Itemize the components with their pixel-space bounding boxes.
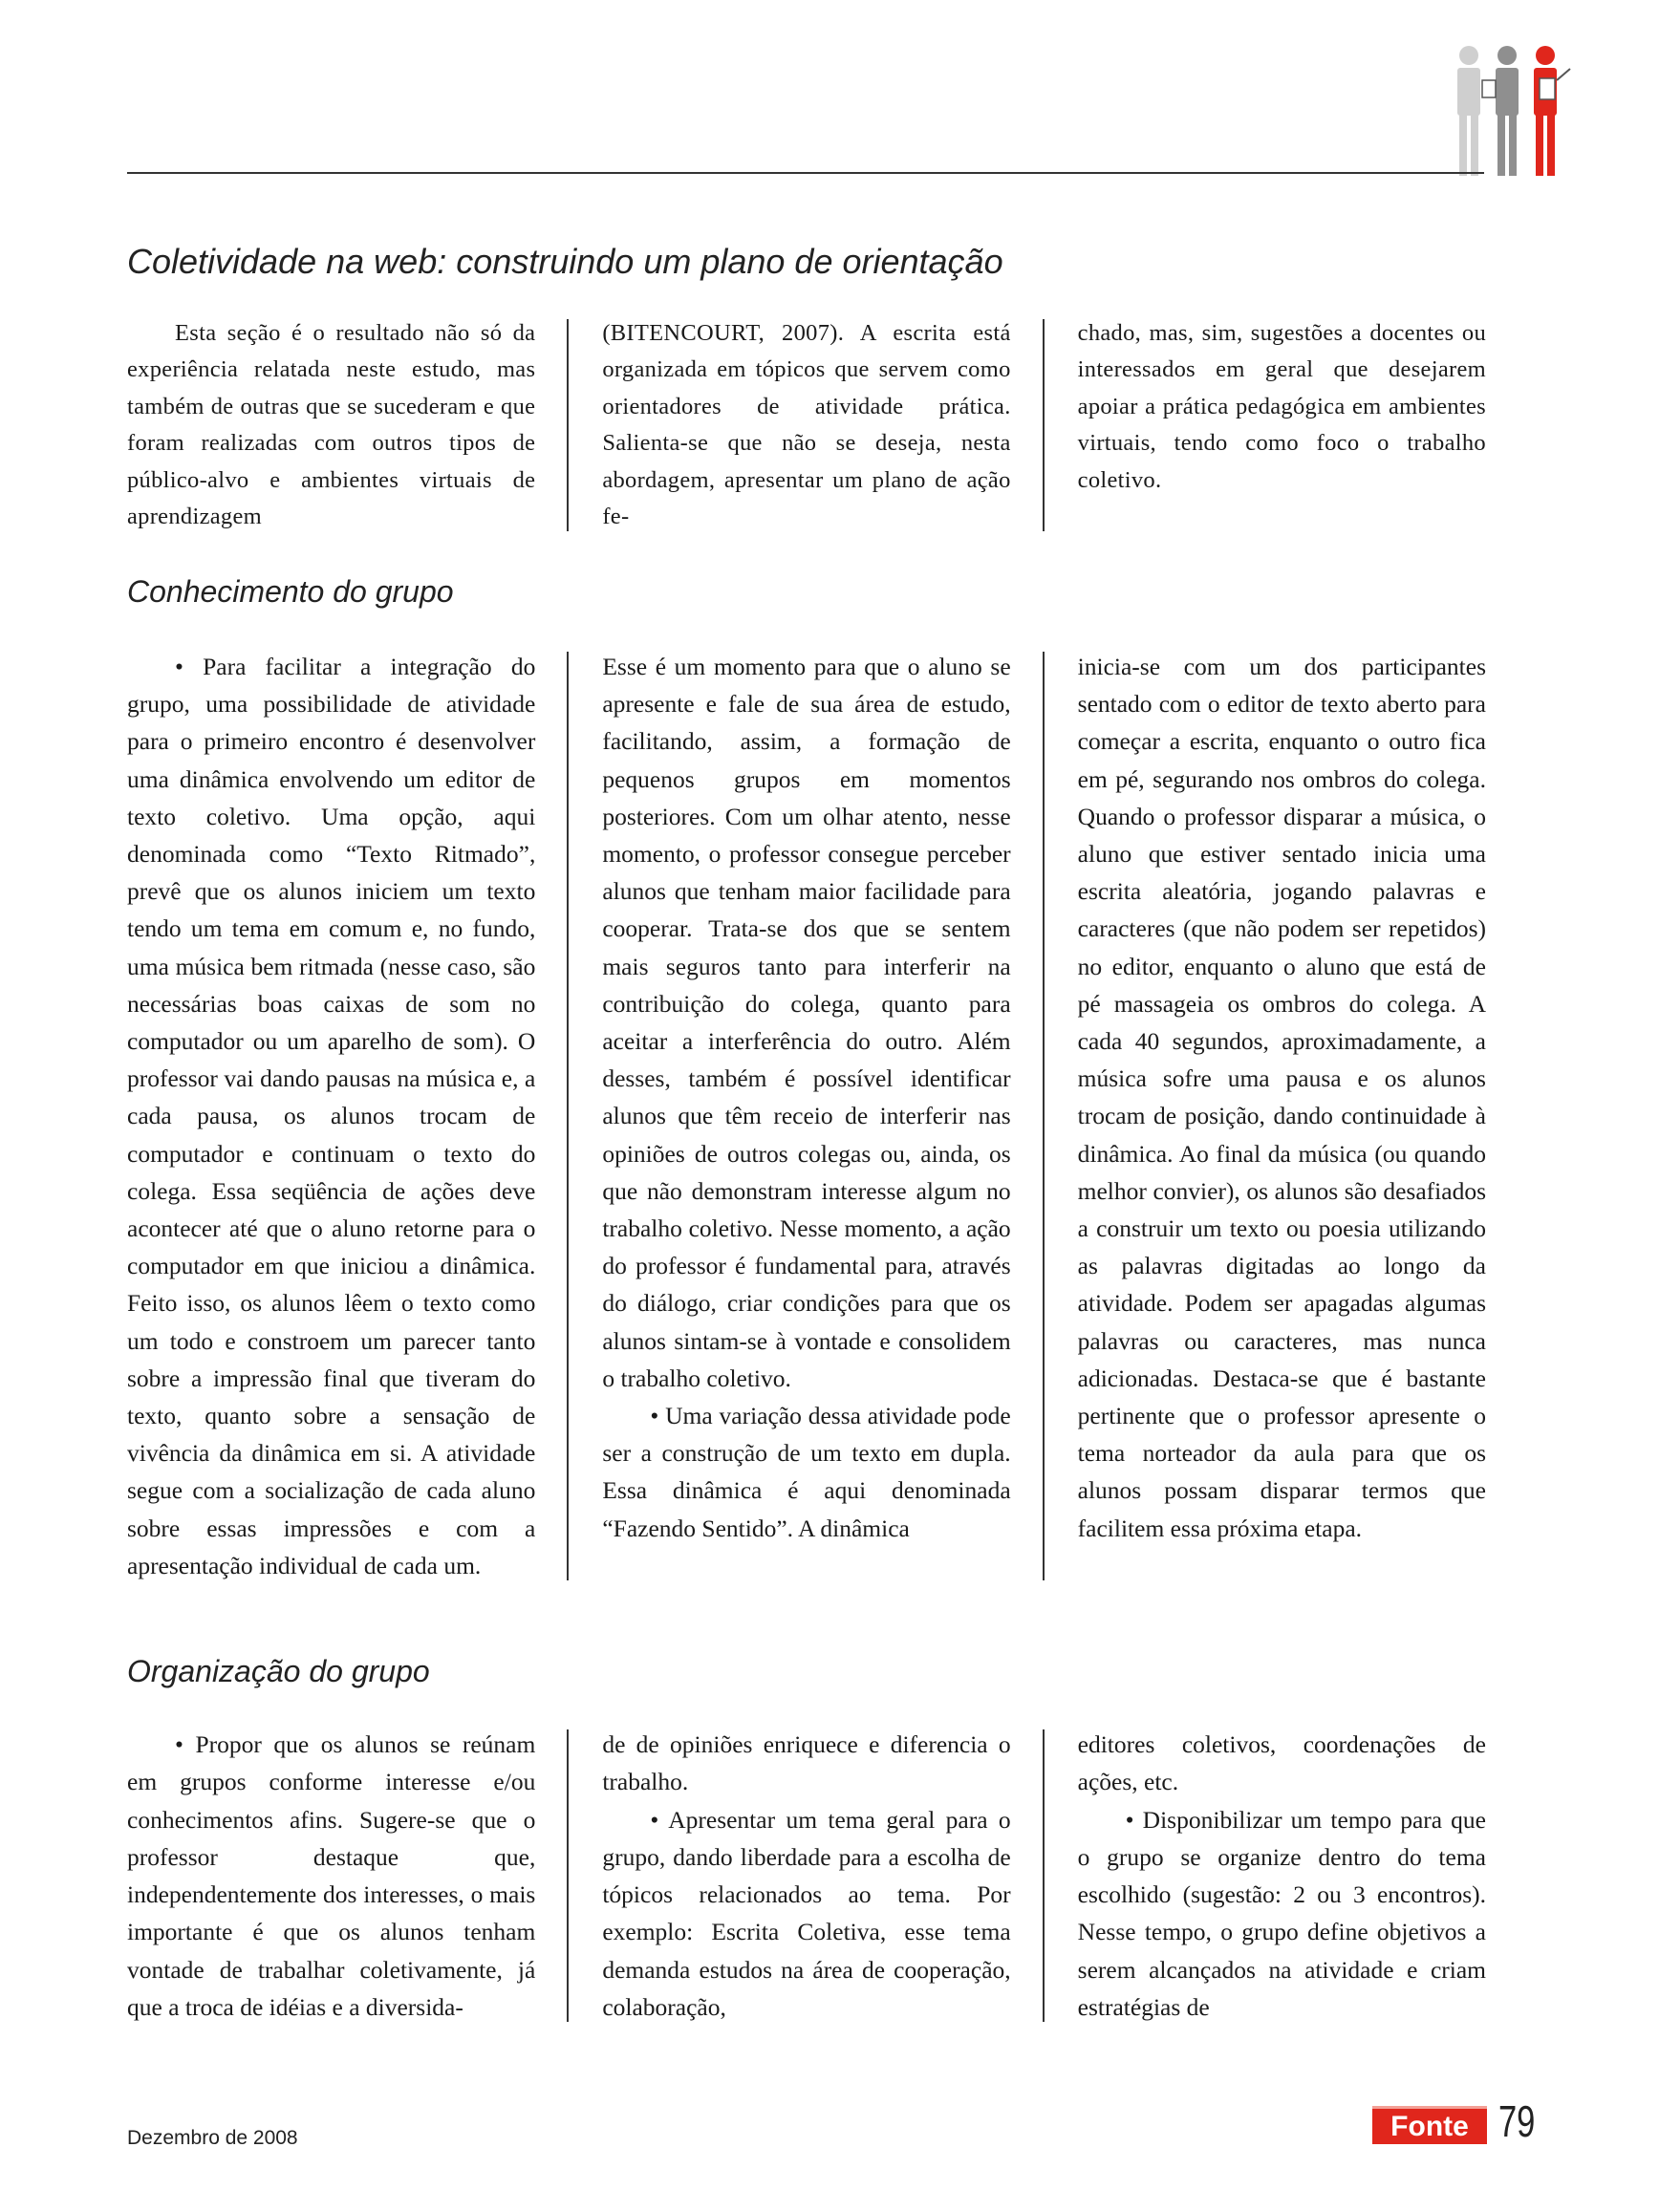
section-conhecimento-columns	[127, 648, 1486, 1584]
paragraph: inicia-se com um dos participantes sentado com o editor de texto aberto para começar a escrita, enquanto o outro fica em pé, segurando nos ombros do colega. Quando o professor disparar a música, o aluno que estiver sentado inicia uma escrita aleatória, jogando palavras e caracteres (que não podem ser repetidos) no editor, enquanto o aluno que está de pé massageia os ombros do colega. A cada 40 segundos, aproximadamente, a música sofre uma pausa e os alunos trocam de posição, dando continuidade à dinâmica. Ao final da música (ou quando melhor convier), os alunos são desafiados a construir um texto ou poesia utilizando as palavras digitadas ao longo da atividade. Podem ser apagadas algumas palavras ou caracteres, mas nunca adicionadas. Destaca-se que é bastante pertinente que o professor apresente o tema norteador da aula para que os alunos possam disparar termos que facilitem essa próxima etapa.	[1077, 653, 1486, 1542]
organizacao-column-1	[127, 1726, 535, 2026]
footer-date: Dezembro de 2008	[127, 2127, 298, 2149]
paragraph: (BITENCOURT, 2007). A escrita está organizada em tópicos que servem como orientadores de atividade prática. Salienta-se que não se deseja, nesta abordagem, apresentar um plano de ação fe-	[602, 320, 1011, 530]
article-title: Coletividade na web: construindo um plano de orientação	[127, 242, 1003, 281]
conhecimento-column-2	[602, 648, 1010, 1584]
paragraph: • Propor que os alunos se reúnam em grupos conforme interesse e/ou conhecimentos afins. Sugere-se que o professor destaque que, independentemente dos interesses, o mais importante é que os alunos tenham vontade de trabalhar coletivamente, já que a troca de idéias e a diversida-	[127, 1730, 536, 2022]
intro-column-3	[1078, 315, 1486, 535]
paragraph: • Para facilitar a integração do grupo, uma possibilidade de atividade para o primeiro encontro é desenvolver uma dinâmica envolvendo um editor de texto coletivo. Uma opção, aqui denominada como “Texto Ritmado”, prevê que os alunos iniciem um texto tendo um tema em comum e, no fundo, uma música bem ritmada (nesse caso, são necessárias boas caixas de som no computador ou um aparelho de som). O professor vai dando pausas na música e, a cada pausa, os alunos trocam de computador e continuam o texto do colega. Essa seqüência de ações deve acontecer até que o aluno retorne para o computador em que iniciou a dinâmica. Feito isso, os alunos lêem o texto como um todo e constroem um parecer tanto sobre a impressão final que tiveram do texto, quanto sobre a sensação de vivência da dinâmica em si. A atividade segue com a socialização de cada aluno sobre essas impressões e com a apresentação individual de cada um.	[127, 653, 536, 1579]
section-organizacao-columns	[127, 1726, 1486, 2026]
paragraph: • Uma variação dessa atividade pode ser a construção de um texto em dupla. Essa dinâmica é aqui denominada “Fazendo Sentido”. A dinâmica	[602, 1402, 1011, 1542]
paragraph: • Disponibilizar um tempo para que o grupo se organize dentro do tema escolhido (sugestão: 2 ou 3 encontros). Nesse tempo, o grupo define objetivos a serem alcançados na atividade e criam estratégias de	[1077, 1805, 1486, 2022]
organizacao-column-3	[1078, 1726, 1486, 2026]
intro-column-1	[127, 315, 535, 535]
intro-column-2	[602, 315, 1010, 535]
organizacao-column-2	[602, 1726, 1010, 2026]
conhecimento-column-3	[1078, 648, 1486, 1584]
section-heading-conhecimento: Conhecimento do grupo	[127, 574, 454, 609]
three-people-icon	[1448, 42, 1577, 176]
paragraph: Esta seção é o resultado não só da experiência relatada neste estudo, mas também de outras que se sucederam e que foram realizadas com outros tipos de público-alvo e ambientes virtuais de aprendizagem	[127, 320, 536, 530]
paragraph: editores coletivos, coordenações de ações, etc.	[1077, 1730, 1486, 1796]
intro-columns	[127, 315, 1486, 535]
page-number: 79	[1498, 2096, 1536, 2146]
paragraph: • Apresentar um tema geral para o grupo, dando liberdade para a escolha de tópicos relacionados ao tema. Por exemplo: Escrita Coletiva, esse tema demanda estudos na área de cooperação, colaboração,	[602, 1805, 1011, 2022]
conhecimento-column-1	[127, 648, 535, 1584]
paragraph: Esse é um momento para que o aluno se apresente e fale de sua área de estudo, facilitando, assim, a formação de pequenos grupos em momentos posteriores. Com um olhar atento, nesse momento, o professor consegue perceber alunos que tenham maior facilidade para cooperar. Trata-se dos que se sentem mais seguros tanto para interferir na contribuição do colega, quanto para aceitar a interferência do outro. Além desses, também é possível identificar alunos que têm receio de interferir nas opiniões de outros colegas ou, ainda, os que não demonstram interesse algum no trabalho coletivo. Nesse momento, a ação do professor é fundamental para, através do diálogo, criar condições para que os alunos sintam-se à vontade e consolidem o trabalho coletivo.	[602, 653, 1011, 1392]
paragraph: chado, mas, sim, sugestões a docentes ou interessados em geral que desejarem apoiar a prática pedagógica em ambientes virtuais, tendo como foco o trabalho coletivo.	[1077, 320, 1486, 493]
section-heading-organizacao: Organização do grupo	[127, 1654, 430, 1688]
brand-logo: Fonte	[1372, 2106, 1487, 2144]
paragraph: de de opiniões enriquece e diferencia o trabalho.	[602, 1730, 1011, 1796]
header-rule	[127, 172, 1484, 174]
